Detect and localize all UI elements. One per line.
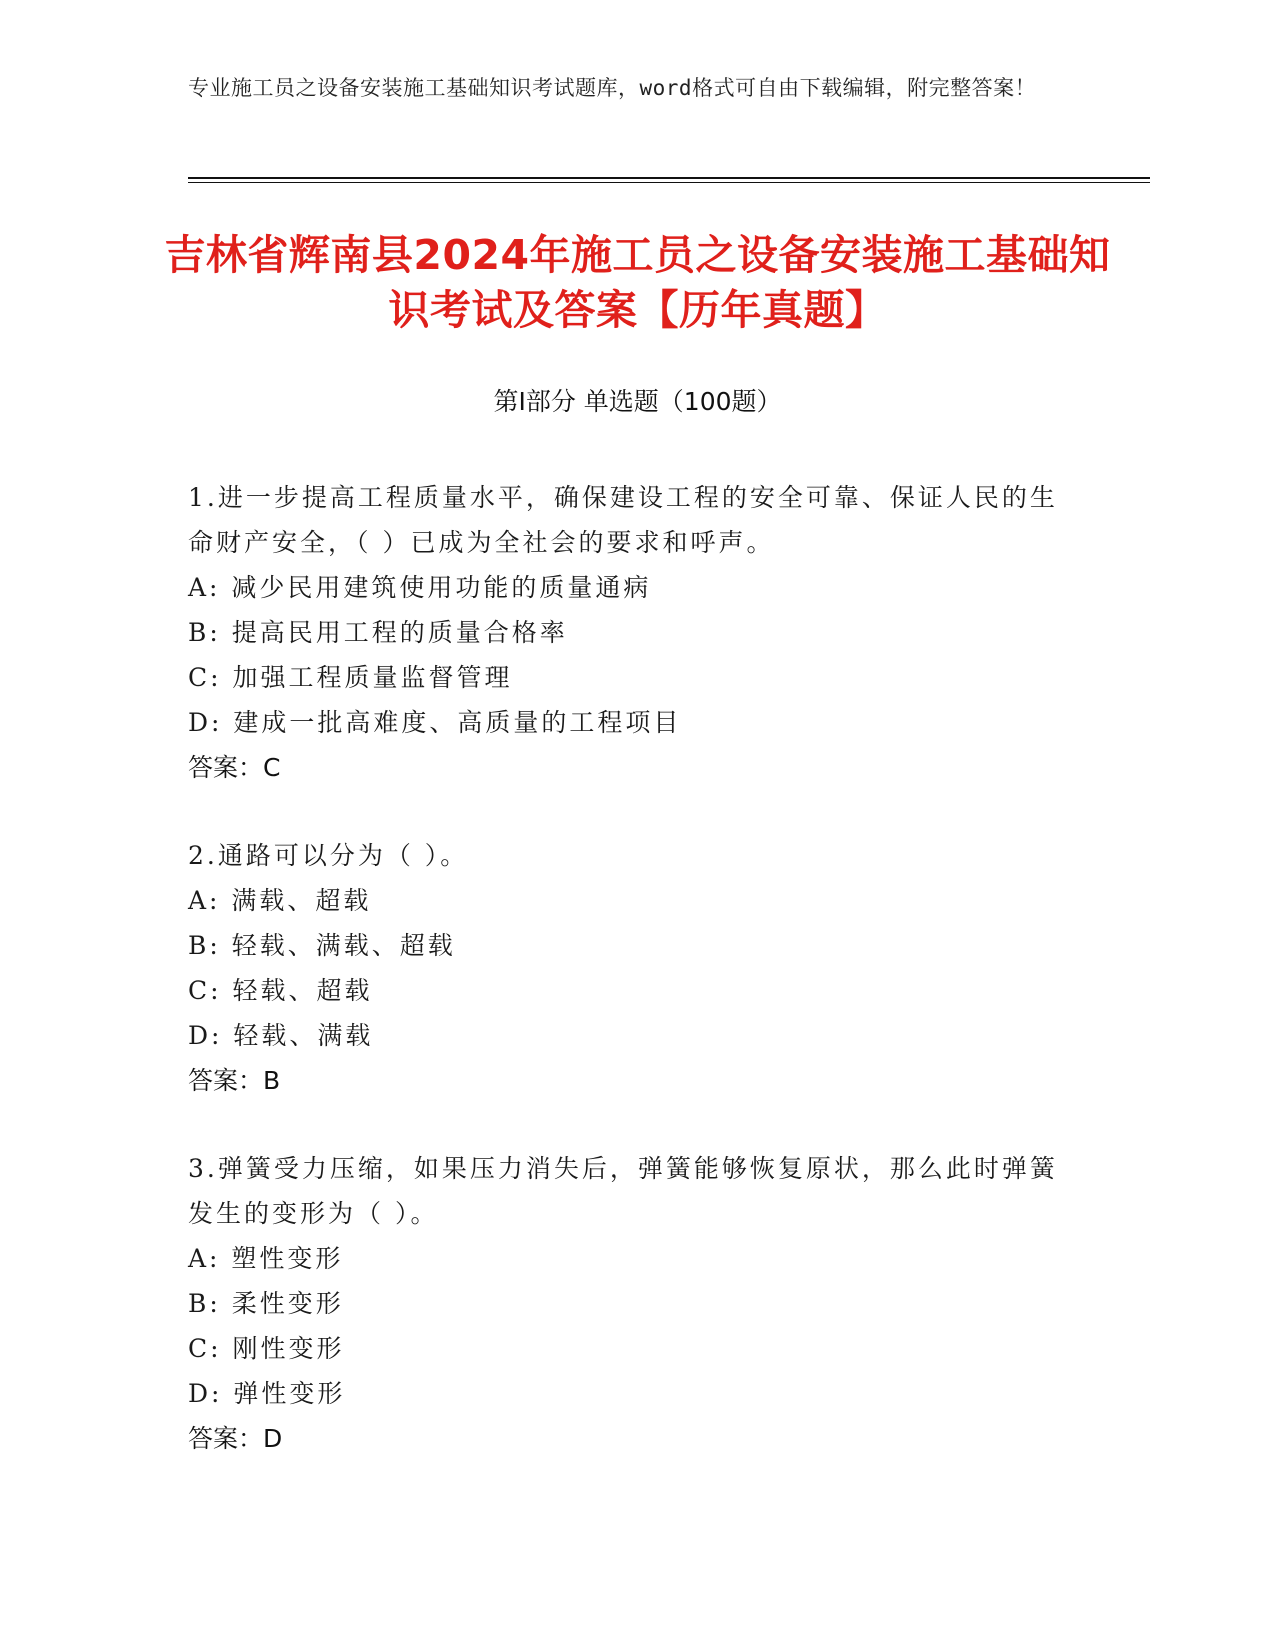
option-c: C: 加强工程质量监督管理 xyxy=(188,663,513,692)
option-c: C: 轻载、超载 xyxy=(188,976,373,1005)
option-b: B: 柔性变形 xyxy=(188,1289,344,1318)
option-a: A: 塑性变形 xyxy=(188,1244,344,1273)
answer-label: 答案：C xyxy=(188,753,281,782)
option-c: C: 刚性变形 xyxy=(188,1334,345,1363)
document-title: 吉林省辉南县2024年施工员之设备安装施工基础知识考试及答案【历年真题】 xyxy=(164,231,1111,334)
option-b: B: 轻载、满载、超载 xyxy=(188,931,456,960)
option-a: A: 满载、超载 xyxy=(188,886,372,915)
question-2 xyxy=(188,833,1068,1103)
question-stem: 3.弹簧受力压缩，如果压力消失后，弹簧能够恢复原状，那么此时弹簧发生的变形为（ ）。 xyxy=(188,1154,1058,1228)
answer-label: 答案：D xyxy=(188,1424,283,1453)
answer-label: 答案：B xyxy=(188,1066,281,1095)
header-note: 专业施工员之设备安装施工基础知识考试题库，word格式可自由下载编辑，附完整答案！ xyxy=(188,76,1037,100)
option-d: D: 弹性变形 xyxy=(188,1379,346,1408)
header-divider-thin xyxy=(188,182,1150,183)
question-stem: 2.通路可以分为（ ）。 xyxy=(188,841,469,870)
question-3 xyxy=(188,1146,1068,1461)
header-divider-thick xyxy=(188,177,1150,179)
option-d: D: 建成一批高难度、高质量的工程项目 xyxy=(188,708,682,737)
option-d: D: 轻载、满载 xyxy=(188,1021,374,1050)
option-a: A: 减少民用建筑使用功能的质量通病 xyxy=(188,573,652,602)
question-stem: 1.进一步提高工程质量水平，确保建设工程的安全可靠、保证人民的生命财产安全，（ ）已成为全社会的要求和呼声。 xyxy=(188,483,1058,557)
option-b: B: 提高民用工程的质量合格率 xyxy=(188,618,568,647)
section-heading: 第Ⅰ部分 单选题（100题） xyxy=(493,387,782,416)
question-list xyxy=(188,475,1068,1504)
question-1 xyxy=(188,475,1068,790)
